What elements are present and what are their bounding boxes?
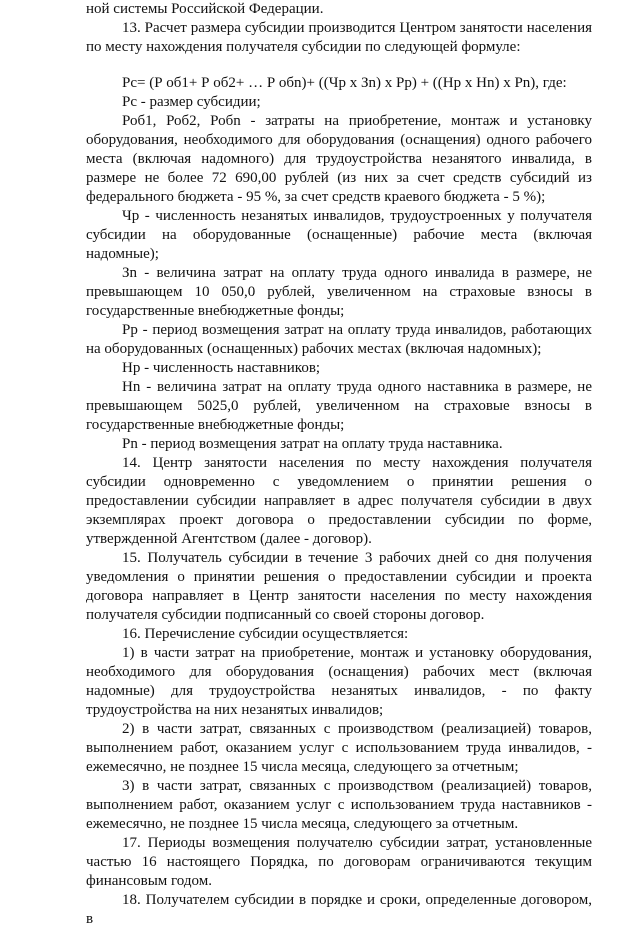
paragraph-13: 13. Расчет размера субсидии производится Центром занятости населения по месту нахождения получателя субсидии по следующей формуле: [86,20,592,55]
definition-rn: Рn - период возмещения затрат на оплату труда наставника. [122,436,503,452]
paragraph-continuation: ной системы Российской Федерации. [86,1,324,17]
definition-rs: Рс - размер субсидии; [122,94,261,110]
paragraph-16-item-3: 3) в части затрат, связанных с производством (реализацией) товаров, выполнением работ, оказанием услуг с использованием труда наставников - ежемесячно, не позднее 15 числа месяца, следующего за отчетным. [86,778,592,832]
definition-chr: Чр - численность незанятых инвалидов, трудоустроенных у получателя субсидии на оборудованные (оснащенные) рабочие места (включая надомные); [86,208,592,262]
definition-nr: Нр - численность наставников; [122,360,321,376]
paragraph-16: 16. Перечисление субсидии осуществляется: [122,626,409,642]
definition-rob: Роб1, Роб2, Робn - затраты на приобретение, монтаж и установку оборудования, необходимого для оборудования (оснащения) одного рабочего места (включая надомного) для трудоустройства незанятого инвалида, в размере не более 72 690,00 рублей (из них за счет средств субсидий из федерального бюджета - 95 %, за счет средств краевого бюджета - 5 %); [86,113,592,205]
paragraph-18: 18. Получателем субсидии в порядке и сроки, определенные договором, в [86,892,592,927]
paragraph-14: 14. Центр занятости населения по месту нахождения получателя субсидии одновременно с уведомлением о принятии решения о предоставлении субсидии направляет в адрес получателя субсидии в двух экземплярах проект договора о предоставлении субсидии по форме, утвержденной Агентством (далее - договор). [86,455,592,547]
definition-zn: Зn - величина затрат на оплату труда одного инвалида в размере, не превышающем 10 050,0 рублей, увеличенном на страховые взносы в государственные внебюджетные фонды; [86,265,592,319]
definition-rr: Рр - период возмещения затрат на оплату труда инвалидов, работающих на оборудованных (оснащенных) рабочих местах (включая надомных); [86,322,592,357]
paragraph-16-item-1: 1) в части затрат на приобретение, монтаж и установку оборудования, необходимого для оборудования (оснащения) рабочих мест (включая надомные) для трудоустройства незанятых инвалидов, - по факту трудоустройства на них незанятых инвалидов; [86,645,592,718]
paragraph-17: 17. Периоды возмещения получателю субсидии затрат, установленные частью 16 настоящего Порядка, по договорам ограничиваются текущим финансовым годом. [86,835,592,889]
document-page [86,0,592,929]
subsidy-formula: Рс= (Р об1+ Р об2+ … Р обn)+ ((Чр х Зn) х Рр) + ((Нр х Нn) х Рn), где: [122,75,567,91]
paragraph-15: 15. Получатель субсидии в течение 3 рабочих дней со дня получения уведомления о принятии решения о предоставлении субсидии и проекта договора направляет в Центр занятости населения по месту нахождения получателя субсидии подписанный со своей стороны договор. [86,550,592,623]
paragraph-16-item-2: 2) в части затрат, связанных с производством (реализацией) товаров, выполнением работ, оказанием услуг с использованием труда инвалидов, - ежемесячно, не позднее 15 числа месяца, следующего за отчетным; [86,721,592,775]
definition-nn: Нn - величина затрат на оплату труда одного наставника в размере, не превышающем 5025,0 рублей, увеличенном на страховые взносы в государственные внебюджетные фонды; [86,379,592,433]
